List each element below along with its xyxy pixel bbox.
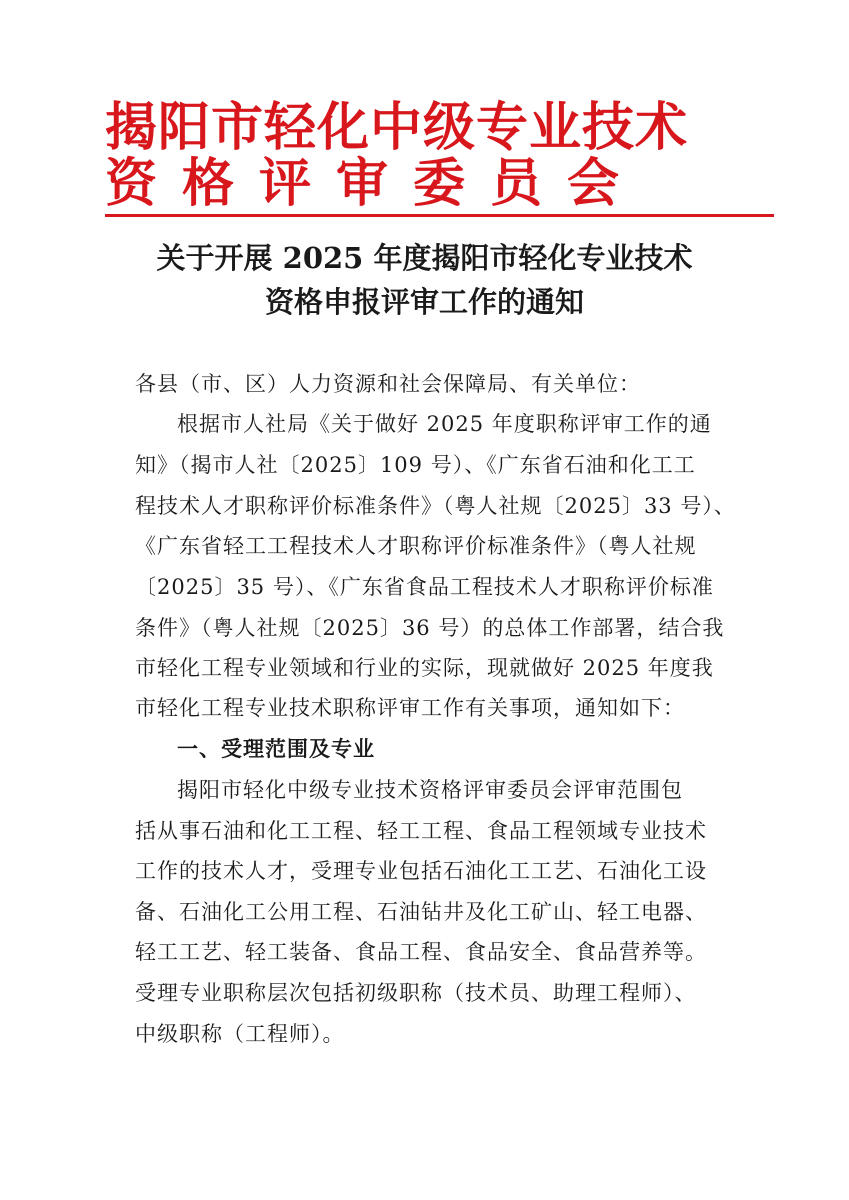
document-title-line2: 资格申报评审工作的通知: [264, 285, 584, 319]
paragraph-line: 括从事石油和化工工程、轻工工程、食品工程领域专业技术: [135, 819, 707, 843]
paragraph-line: 市轻化工程专业领域和行业的实际，现就做好 2025 年度我: [135, 656, 714, 680]
paragraph-line: 揭阳市轻化中级专业技术资格评审委员会评审范围包: [177, 778, 683, 802]
paragraph-line: 条件》（粤人社规〔2025〕36 号）的总体工作部署，结合我: [135, 616, 725, 640]
paragraph-line: 知》（揭市人社〔2025〕109 号）、《广东省石油和化工工: [135, 453, 696, 477]
paragraph-line: 中级职称（工程师）。: [135, 1022, 345, 1046]
paragraph-line: 轻工工艺、轻工装备、食品工程、食品安全、食品营养等。: [135, 940, 707, 964]
issuing-org-line1: 揭阳市轻化中级专业技术: [105, 97, 689, 158]
salutation: 各县（市、区）人力资源和社会保障局、有关单位：: [135, 372, 641, 396]
paragraph-line: 程技术人才职称评价标准条件》（粤人社规〔2025〕33 号）、: [135, 494, 736, 518]
issuing-org-line2: 资格评审委员会: [105, 153, 645, 214]
paragraph-line: 《广东省轻工工程技术人才职称评价标准条件》（粤人社规: [135, 534, 697, 558]
paragraph-line: 工作的技术人才，受理专业包括石油化工工艺、石油化工设: [135, 859, 707, 883]
paragraph-line: 备、石油化工公用工程、石油钻井及化工矿山、轻工电器、: [135, 900, 707, 924]
paragraph-line: 〔2025〕35 号）、《广东省食品工程技术人才职称评价标准: [135, 575, 714, 599]
paragraph-line: 根据市人社局《关于做好 2025 年度职称评审工作的通: [177, 412, 712, 436]
header-red-rule: [105, 214, 774, 217]
document-title-line1: 关于开展 2025 年度揭阳市轻化专业技术: [156, 241, 693, 275]
section-heading: 一、受理范围及专业: [177, 737, 375, 761]
paragraph-line: 受理专业职称层次包括初级职称（技术员、助理工程师）、: [135, 981, 697, 1005]
paragraph-line: 市轻化工程专业技术职称评审工作有关事项，通知如下：: [135, 696, 685, 720]
